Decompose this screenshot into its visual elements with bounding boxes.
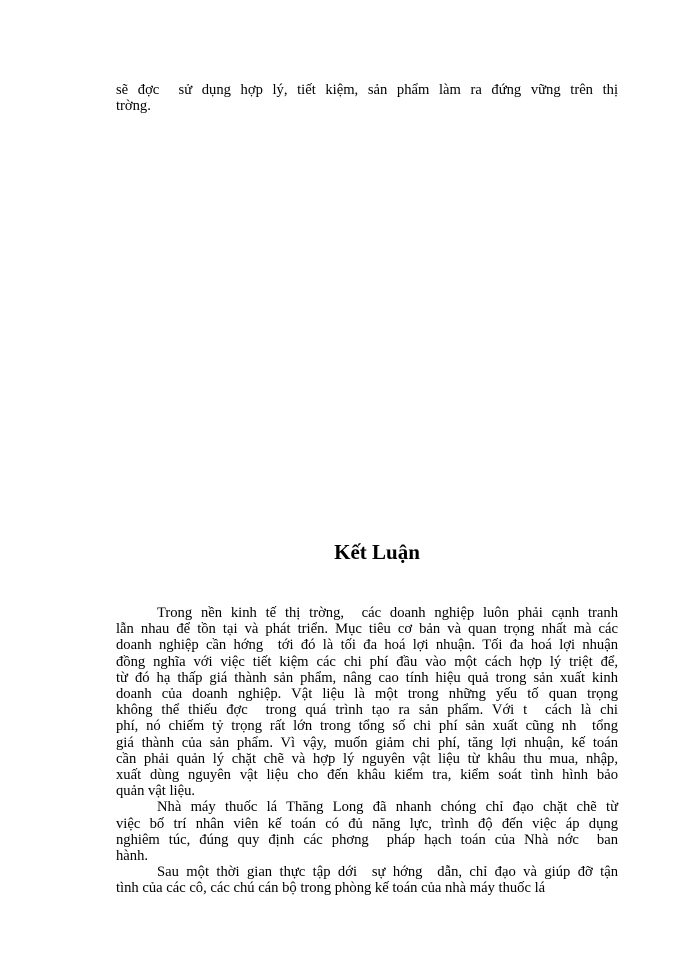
text-line: tình của các cô, các chú cán bộ trong phòng kế toán của nhà máy thuốc lá (116, 880, 546, 897)
text-line: sẽ đợc sử dụng hợp lý, tiết kiệm, sản phẩm làm ra đứng vững trên thị (116, 82, 618, 98)
text-line: hành. (116, 848, 149, 865)
text-line: cần phải quản lý chặt chẽ và hợp lý nguyên vật liệu từ khâu thu mua, nhập, (116, 750, 618, 767)
text-line: không thể thiếu đợc trong quá trình tạo ra sản phẩm. Với t cách là chi (116, 702, 618, 719)
section-heading: Kết Luận (334, 540, 420, 564)
text-line: giá thành của sản phẩm. Vì vậy, muốn giảm chi phí, tăng lợi nhuận, kế toán (116, 734, 618, 751)
text-line: lẫn nhau để tồn tại và phát triển. Mục tiêu cơ bản và quan trọng nhất mà các (116, 621, 618, 638)
text-line: trờng. (116, 98, 151, 115)
text-line: việc bố trí nhân viên kế toán có đủ năng lực, trình độ đến việc áp dụng (116, 815, 618, 832)
text-line: Trong nền kinh tế thị trờng, các doanh nghiệp luôn phải cạnh tranh (157, 605, 618, 621)
text-line: doanh nghiệp cần hớng tới đó là tối đa hoá lợi nhuận. Tối đa hoá lợi nhuận (116, 637, 618, 654)
text-line: quản vật liệu. (116, 783, 196, 800)
conclusion-body (116, 605, 618, 897)
text-line: xuất dùng nguyên vật liệu cho đến khâu kiểm tra, kiểm soát tình hình bảo (116, 767, 618, 784)
text-line: Sau một thời gian thực tập dới sự hớng dẫn, chỉ đạo và giúp đỡ tận (157, 864, 618, 881)
text-line: phí, nó chiếm tỷ trọng rất lớn trong tổng số chi phí sản xuất cũng nh tổng (116, 718, 618, 735)
text-line: đồng nghĩa với việc tiết kiệm các chi phí đầu vào một cách hợp lý triệt để, (116, 653, 618, 670)
top-paragraph (116, 82, 618, 114)
text-line: Nhà máy thuốc lá Thăng Long đã nhanh chóng chỉ đạo chặt chẽ từ (157, 799, 618, 816)
text-line: nghiêm túc, đúng quy định các phơng pháp hạch toán của Nhà nớc ban (116, 831, 618, 848)
text-line: từ đó hạ thấp giá thành sản phẩm, nâng cao tính hiệu quả trong sản xuất kinh (116, 669, 618, 686)
text-line: doanh của doanh nghiệp. Vật liệu là một trong những yếu tố quan trọng (116, 686, 618, 703)
